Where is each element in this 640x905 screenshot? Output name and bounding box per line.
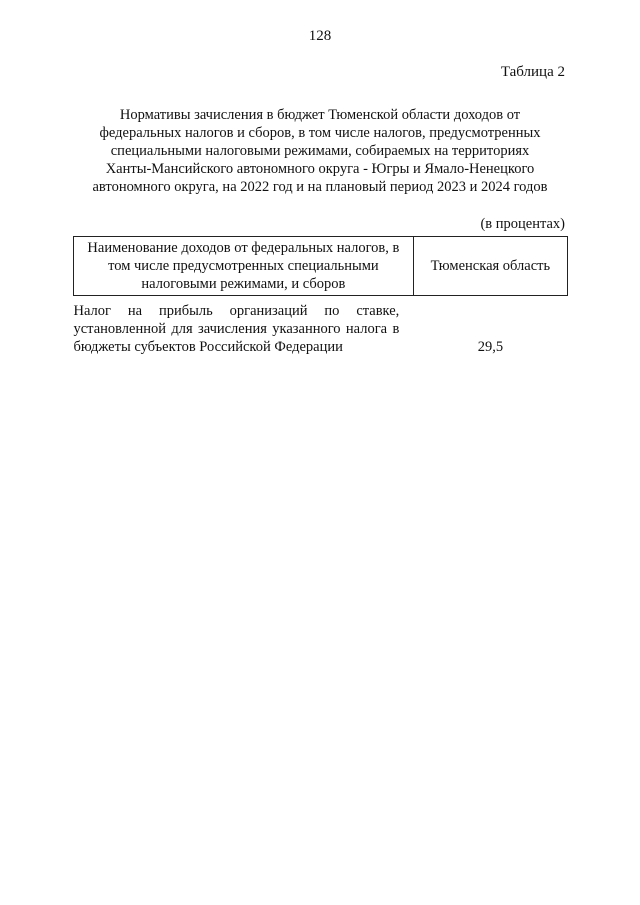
title-line: Нормативы зачисления в бюджет Тюменской области доходов от [119,107,521,123]
header-income-name: Наименование доходов от федеральных налогов, в том числе предусмотренных специальными налоговыми режимами, и сборов [74,237,414,296]
title-line: Ханты-Мансийского автономного округа - Югры и Ямало-Ненецкого [105,161,535,177]
income-name-cell: Налог на прибыль организаций по ставке, установленной для зачисления указанного налога в бюджеты субъектов Российской Федерации [73,303,400,355]
table-row [74,302,568,356]
region-value-cell: 29,5 [477,339,504,355]
table-header-row [74,237,568,296]
title-line: автономного округа, на 2022 год и на плановый период 2023 и 2024 годов [92,179,548,195]
unit-note: (в процентах) [480,216,565,232]
page-number: 128 [308,28,332,44]
table-label: Таблица 2 [500,64,565,80]
title-line: специальными налоговыми режимами, собираемых на территориях [110,143,530,159]
title-line: федеральных налогов и сборов, в том числе налогов, предусмотренных [99,125,541,141]
header-region: Тюменская область [413,237,567,296]
document-title [70,106,570,196]
norms-table [73,236,568,356]
